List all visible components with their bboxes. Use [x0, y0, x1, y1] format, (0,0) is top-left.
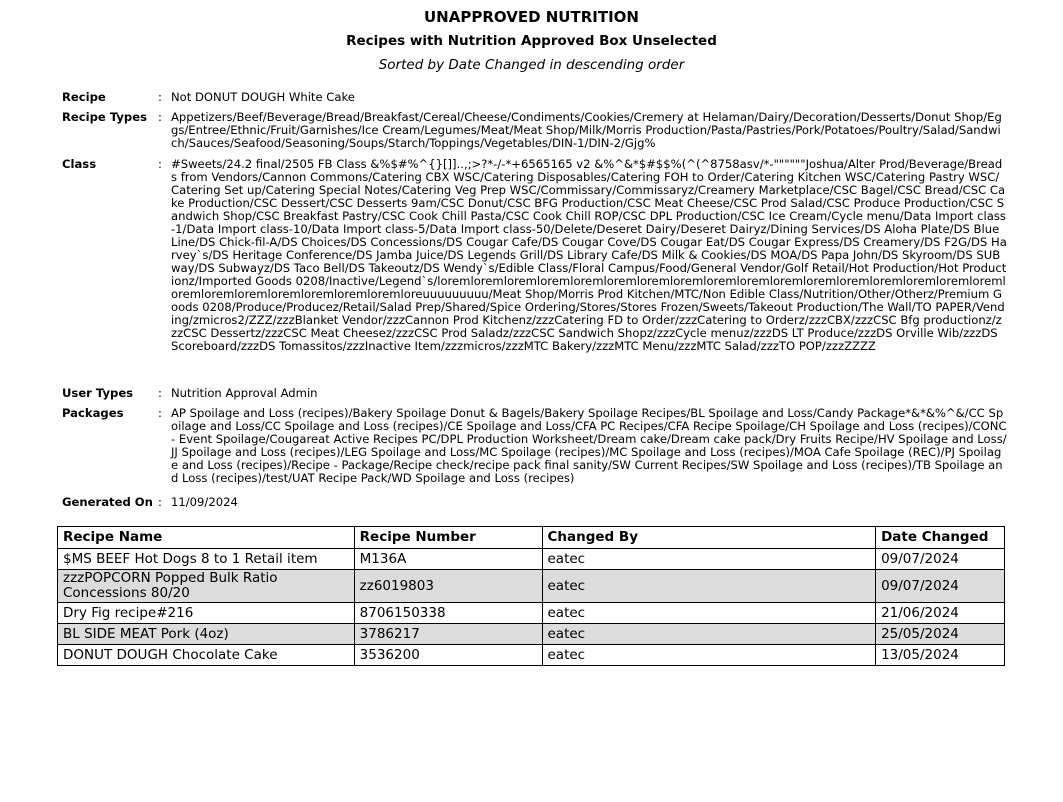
cell-date-changed: 09/07/2024: [876, 549, 1005, 570]
colon: :: [158, 406, 162, 420]
table-row: [58, 645, 1005, 666]
cell-recipe-name: BL SIDE MEAT Pork (4oz): [58, 624, 355, 645]
header-changed-by: Changed By: [542, 527, 876, 549]
table-row: [58, 624, 1005, 645]
table-row: [58, 549, 1005, 570]
header-recipe-number: Recipe Number: [354, 527, 542, 549]
meta-user-types: [62, 387, 1007, 400]
cell-date-changed: 21/06/2024: [876, 603, 1005, 624]
report-title: UNAPPROVED NUTRITION: [424, 8, 639, 26]
table-header-row: [58, 527, 1005, 549]
class-value: #Sweets/24.2 final/2505 FB Class &%$#%^{}[]]..,;>?*-/-*+6565165 v2 &%^&*$#$$%(^(^8758asv/*-""""""Joshua/Alter Prod/Beverage/Breads from Vendors/Cannon Commons/Catering CBX WSC/Catering Disposables/Catering FOH to Order/Catering Kitchen WSC/Catering Pastry WSC/Catering Set up/Catering Special Notes/Catering Veg Prep WSC/Commissary/Commissaryz/Creamery Marketplace/CSC Bagel/CSC Bread/CSC Cake Production/CSC Dessert/CSC Desserts 9am/CSC Donut/CSC BFG Production/CSC Meat Cheese/CSC Prod Salad/CSC Produce Production/CSC Sandwich Shop/CSC Breakfast Pastry/CSC Cook Chill Pasta/CSC Cook Chill ROP/CSC DPL Production/CSC Ice Cream/Cycle menu/Data Import class-1/Data Import class-10/Data Import class-5/Data Import class-50/Delete/Deseret Dairy/Deseret Dairyz/Dining Services/DS Aloha Plate/DS Blue Line/DS Chick-fil-A/DS Choices/DS Concessions/DS Cougar Cafe/DS Cougar Cove/DS Cougar Eat/DS Cougar Express/DS Creamery/DS F2G/DS Harvey`s/DS Heritage Conference/DS Jamba Juice/DS Legends Grill/DS Library Cafe/DS Milk & Cookies/DS MOA/DS Papa John/DS Skyroom/DS SUBway/DS Subwayz/DS Taco Bell/DS Takeoutz/DS Wendy`s/Edible Class/Floral Campus/Food/General Vendor/Golf Retail/Hot Production/Hot Productionz/Imported Goods 0208/Inactive/Legend`s/loremloremloremloremloremloremloremloremloremloremloremloremloremloremloremloremloremloremloremloremloremloremloremloremloreuuuuuuuuu/Meat Shop/Morris Prod Kitchen/MTC/Non Edible Class/Nutrition/Other/Otherz/Premium Goods 0208/Produce/Producez/Retail/Salad Prep/Shared/Spice Ordering/Stores/Stores Frozen/Sweets/Takeout Production/The Wall/TO PAPER/Vending/zmicros2/ZZZ/zzzBlanket Vendor/zzzCannon Prod Kitchenz/zzzCatering FD to Order/zzzCatering to Orderz/zzzCBX/zzzCSC Bfg productionz/zzzCSC Dessertz/zzzCSC Meat Cheesez/zzzCSC Prod Saladz/zzzCSC Sandwich Shopz/zzzCycle menuz/zzzDS LT Produce/zzzDS Orville Wib/zzzDS Scoreboard/zzzDS Tomassitos/zzzInactive Item/zzzmicros/zzzMTC Bakery/zzzMTC Menu/zzzMTC Salad/zzzTO POP/zzzZZZZ: [171, 157, 1007, 353]
meta-packages: [62, 407, 1007, 485]
generated-label: Generated On: [62, 495, 153, 509]
sort-description: Sorted by Date Changed in descending order: [378, 57, 685, 73]
cell-recipe-number: 3786217: [354, 624, 542, 645]
cell-changed-by: eatec: [542, 624, 876, 645]
cell-recipe-number: M136A: [354, 549, 542, 570]
header-date-changed: Date Changed: [876, 527, 1005, 549]
recipe-value: Not DONUT DOUGH White Cake: [171, 90, 355, 104]
user-types-value: Nutrition Approval Admin: [171, 386, 318, 400]
meta-generated-on: [62, 496, 1007, 509]
recipes-table: [57, 526, 1005, 666]
cell-recipe-name: zzzPOPCORN Popped Bulk Ratio Concessions 80/20: [58, 570, 355, 603]
generated-value: 11/09/2024: [171, 495, 238, 509]
colon: :: [158, 495, 162, 509]
colon: :: [158, 90, 162, 104]
meta-class: [62, 158, 1007, 353]
cell-date-changed: 09/07/2024: [876, 570, 1005, 603]
recipe-label: Recipe: [62, 90, 106, 104]
user-types-label: User Types: [62, 386, 134, 400]
table-row: [58, 570, 1005, 603]
meta-recipe: [62, 91, 1007, 104]
header-recipe-name: Recipe Name: [58, 527, 355, 549]
packages-label: Packages: [62, 406, 124, 420]
packages-value: AP Spoilage and Loss (recipes)/Bakery Spoilage Donut & Bagels/Bakery Spoilage Recipes/BL Spoilage and Loss/Candy Package*&*&%^&/CC Spoilage and Loss/CC Spoilage and Loss (recipes)/CE Spoilage and Loss/CFA PC Recipes/CFA Recipe Spoilage/CH Spoilage and Loss (recipes)/CONC - Event Spoilage/Cougareat Active Recipes PC/DPL Production Worksheet/Dream cake/Dream cake pack/Dry Fruits Recipe/HV Spoilage and Loss/JJ Spoilage and Loss (recipes)/LEG Spoilage and Loss/MC Spoilage (recipes)/MC Spoilage and Loss (recipes)/MOA Cafe Spoilage (REC)/PJ Spoilage and Loss (recipes)/Recipe - Package/Recipe check/recipe pack final sanity/SW Current Recipes/SW Spoilage and Loss (recipes)/TB Spoilage and Loss (recipes)/test/UAT Recipe Pack/WD Spoilage and Loss (recipes): [171, 406, 1007, 485]
report-subtitle: Recipes with Nutrition Approved Box Unselected: [346, 33, 717, 49]
cell-changed-by: eatec: [542, 645, 876, 666]
cell-recipe-name: DONUT DOUGH Chocolate Cake: [58, 645, 355, 666]
cell-date-changed: 25/05/2024: [876, 624, 1005, 645]
cell-recipe-number: zz6019803: [354, 570, 542, 603]
recipe-types-value: Appetizers/Beef/Beverage/Bread/Breakfast/Cereal/Cheese/Condiments/Cookies/Cremery at Helaman/Dairy/Decoration/Desserts/Donut Shop/Eggs/Entree/Ethnic/Fruit/Garnishes/Ice Cream/Legumes/Meat/Meat Shop/Milk/Morris Production/Pasta/Pastries/Pork/Potatoes/Poultry/Salad/Sandwich/Sauces/Seafood/Seasoning/Soups/Starch/Toppings/Vegetables/DIN-1/DIN-2/Gjg%: [171, 110, 1002, 150]
colon: :: [158, 110, 162, 124]
cell-recipe-name: Dry Fig recipe#216: [58, 603, 355, 624]
cell-changed-by: eatec: [542, 570, 876, 603]
recipe-types-label: Recipe Types: [62, 110, 147, 124]
cell-recipe-name: $MS BEEF Hot Dogs 8 to 1 Retail item: [58, 549, 355, 570]
table-row: [58, 603, 1005, 624]
colon: :: [158, 157, 162, 171]
cell-date-changed: 13/05/2024: [876, 645, 1005, 666]
meta-recipe-types: [62, 111, 1007, 150]
cell-changed-by: eatec: [542, 603, 876, 624]
colon: :: [158, 386, 162, 400]
cell-recipe-number: 8706150338: [354, 603, 542, 624]
class-label: Class: [62, 157, 97, 171]
cell-changed-by: eatec: [542, 549, 876, 570]
cell-recipe-number: 3536200: [354, 645, 542, 666]
